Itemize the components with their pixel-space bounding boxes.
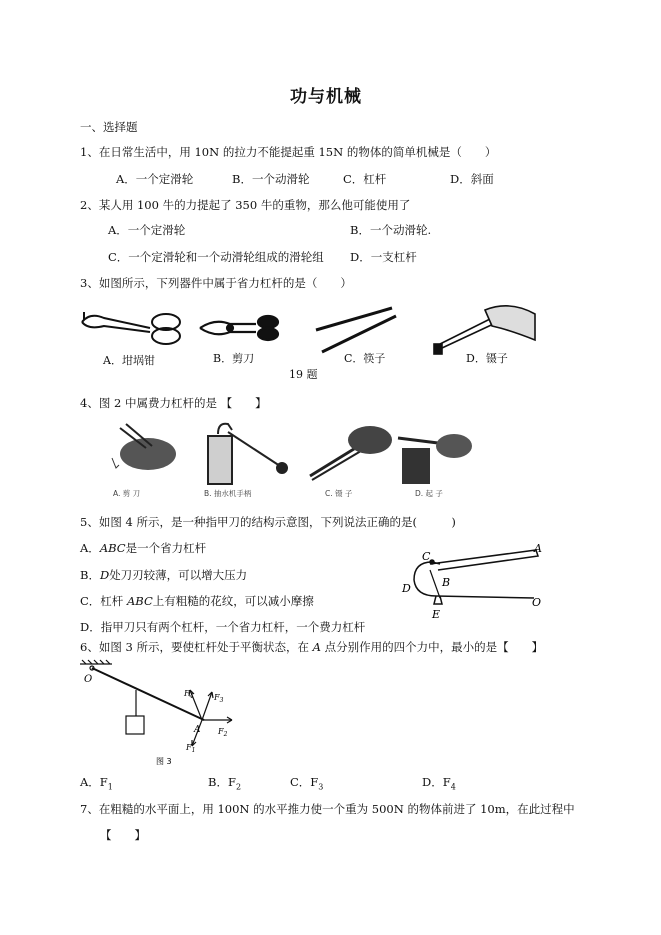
clipper-label-o: O: [532, 596, 542, 609]
tweezers-icon: [434, 306, 535, 354]
section-heading: 一、选择题: [80, 120, 138, 134]
clipper-label-a: A: [534, 542, 542, 555]
q4-caption-b: B. 抽水机手柄: [204, 489, 252, 498]
q7-stem: 7、在粗糙的水平面上，用 100N 的水平推力使一个重为 500N 的物体前进了 10m，在此过程中: [80, 802, 575, 816]
q5-option-c: C．杠杆 ABC上有粗糙的花纹，可以减小摩擦: [80, 594, 314, 608]
crucible-tongs-icon: [82, 312, 180, 344]
q6-stem: 6、如图 3 所示，要使杠杆处于平衡状态，在 A 点分别作用的四个力中，最小的是【 】: [80, 640, 544, 654]
svg-text:F4: $F_4$: [184, 689, 194, 700]
q5-option-b: B．D处刀刃较薄，可以增大压力: [80, 568, 248, 582]
clipper-label-d: D: [402, 582, 411, 595]
q5-option-d: D．指甲刀只有两个杠杆，一个省力杠杆，一个费力杠杆: [80, 620, 366, 634]
q1-option-b: B．一个动滑轮: [232, 172, 310, 186]
clipper-label-e: E: [432, 608, 441, 621]
hand-scissors-icon: [112, 424, 176, 470]
q3-stem: 3、如图所示，下列器件中属于省力杠杆的是（ ）: [80, 276, 352, 290]
svg-text:F3: $F_3$: [214, 693, 224, 704]
q3-caption-c: C．筷子: [344, 352, 386, 365]
svg-text:F1: $F_1$: [186, 743, 196, 754]
water-pump-icon: [208, 424, 287, 484]
q4-tools-figure: [100, 418, 480, 484]
q5-option-a: A．ABC是一个省力杠杆: [80, 541, 207, 555]
q3-tools-figure: [80, 300, 540, 360]
nail-clipper-diagram: [400, 540, 550, 620]
lever-force-diagram: [80, 660, 250, 770]
q1-stem: 1、在日常生活中，用 10N 的拉力不能提起重 15N 的物体的简单机械是（ ）: [80, 145, 497, 159]
force-label-f3: F: [214, 693, 220, 702]
force-label-f2: F: [218, 727, 224, 736]
q2-stem: 2、某人用 100 牛的力提起了 350 牛的重物，那么他可能使用了: [80, 198, 411, 212]
q5-stem: 5、如图 4 所示，是一种指甲刀的结构示意图，下列说法正确的是( ): [80, 515, 456, 529]
q2-option-d: D．一支杠杆: [350, 250, 417, 264]
bottle-opener-icon: [398, 434, 472, 484]
page-title: 功与机械: [290, 87, 362, 107]
q2-option-b: B．一个动滑轮.: [350, 223, 432, 237]
q6-option-d: D．$F_4$: [422, 775, 456, 792]
clipper-label-c: C: [422, 550, 431, 563]
figure-3-caption: 图 3: [156, 757, 172, 766]
svg-text:F2: $F_2$: [218, 727, 228, 738]
q6-option-b: B．$F_2$: [208, 775, 242, 792]
q4-caption-a: A. 剪 刀: [113, 489, 141, 498]
q4-caption-c: C. 镊 子: [325, 489, 353, 498]
hand-tweezers-icon: [310, 426, 392, 480]
q3-caption-d: D．镊子: [466, 352, 508, 365]
q6-option-c: C．$F_3$: [290, 775, 324, 792]
scissors-icon: [200, 316, 278, 340]
lever-label-o: O: [84, 674, 93, 685]
q4-caption-d: D. 起 子: [415, 489, 443, 498]
q3-caption-a: A．坩埚钳: [103, 354, 155, 367]
q2-option-c: C．一个定滑轮和一个动滑轮组成的滑轮组: [108, 250, 324, 264]
q6-option-a: A．$F_1$: [80, 775, 113, 792]
clipper-label-b: B: [442, 576, 451, 589]
chopsticks-icon: [316, 308, 396, 352]
q1-option-a: A．一个定滑轮: [116, 172, 194, 186]
force-label-f4: F: [184, 689, 190, 698]
lever-label-a: A: [194, 725, 201, 735]
q1-option-c: C．杠杆: [343, 172, 387, 186]
q1-option-d: D．斜面: [450, 172, 494, 186]
q2-option-a: A．一个定滑轮: [108, 223, 186, 237]
q3-caption-b: B．剪刀: [213, 352, 255, 365]
q7-bracket: 【 】: [100, 828, 146, 842]
q4-stem: 4、图 2 中属费力杠杆的是 【 】: [80, 396, 267, 410]
q3-figure-label: 19 题: [289, 368, 318, 381]
force-label-f1: F: [186, 743, 192, 752]
